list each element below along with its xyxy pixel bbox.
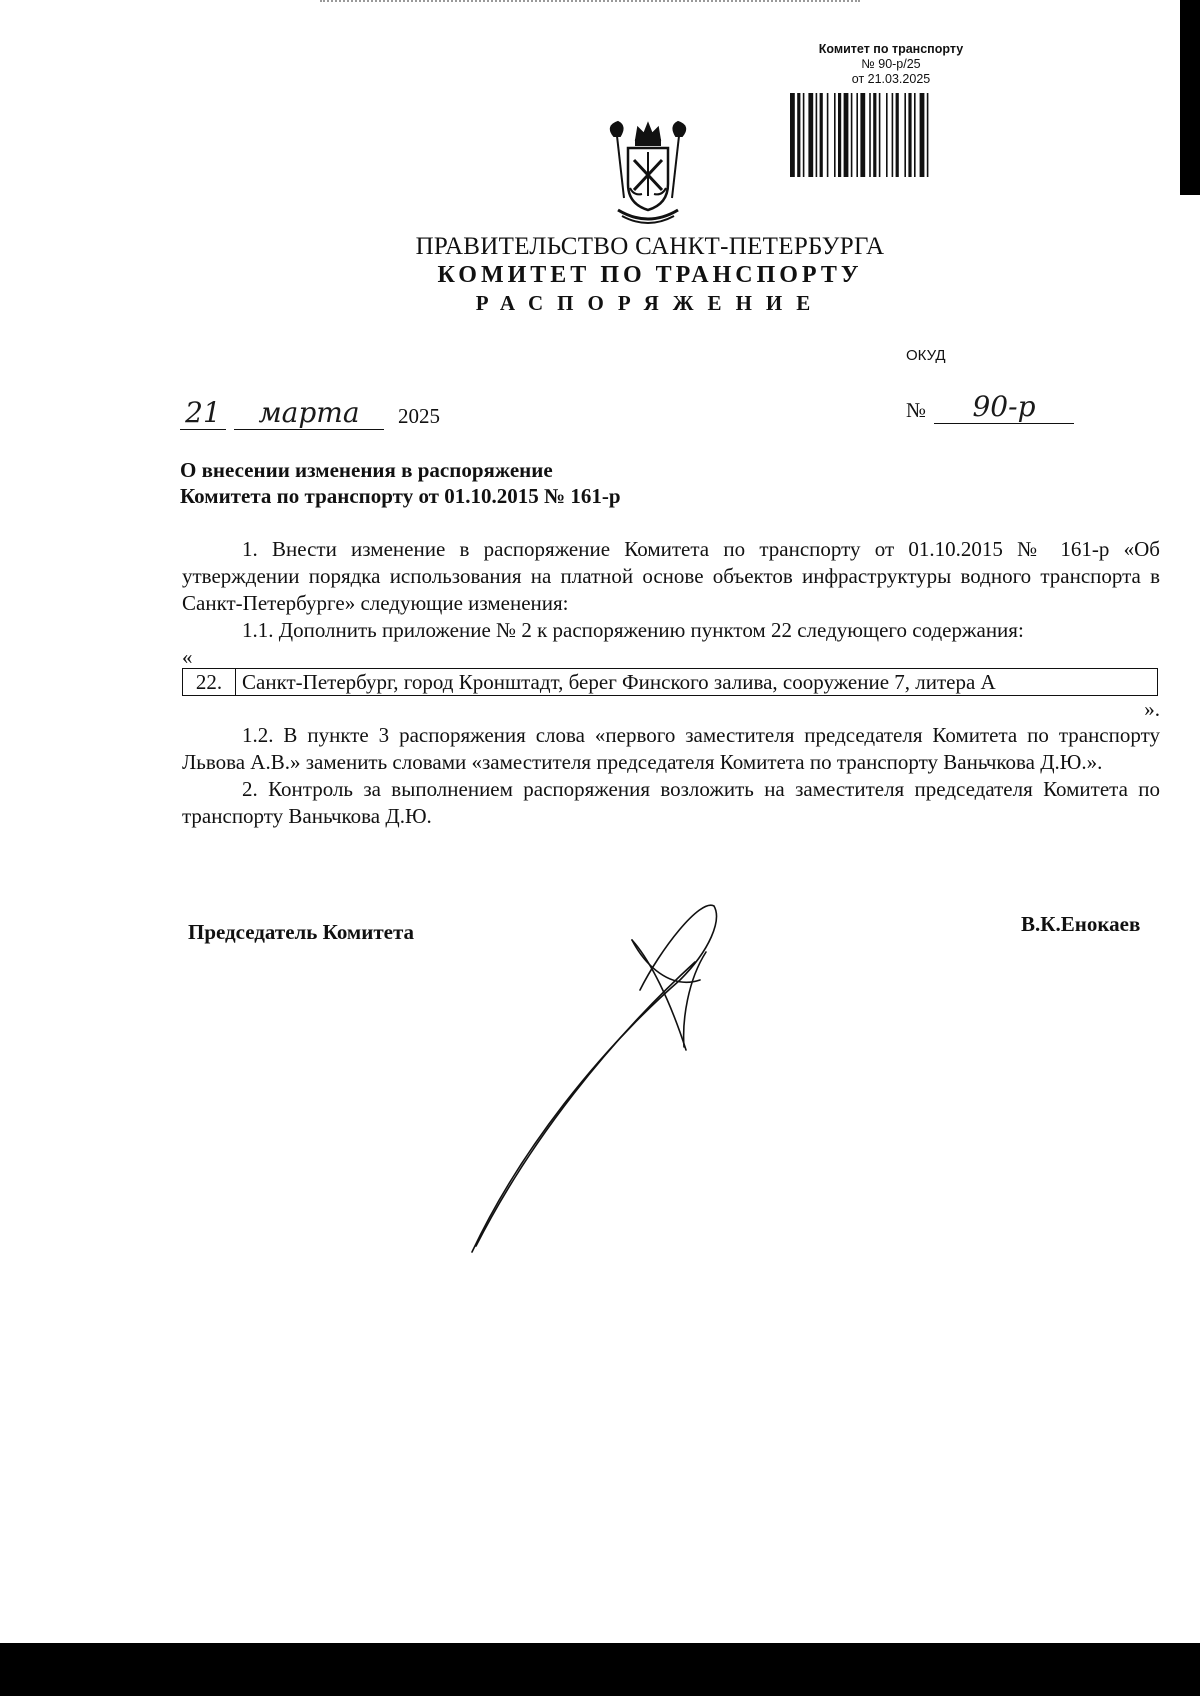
reg-stamp-org: Комитет по транспорту	[818, 42, 964, 56]
scan-edge-strip	[1180, 195, 1200, 1643]
barcode-bar	[892, 93, 894, 177]
barcode-bar	[844, 93, 849, 177]
committee-title: КОМИТЕТ ПО ТРАНСПОРТУ	[437, 262, 863, 288]
quote-open: «	[182, 645, 193, 669]
date-month: марта	[234, 396, 384, 430]
barcode-bar	[816, 93, 818, 177]
barcode-bar	[873, 93, 876, 177]
title-line-2: Комитета по транспорту от 01.10.2015 № 161-р	[180, 484, 621, 508]
registration-stamp	[786, 42, 996, 87]
date-day: 21	[180, 396, 226, 430]
barcode	[790, 93, 996, 177]
reg-stamp-date: от 21.03.2025	[851, 72, 931, 86]
barcode-bar	[860, 93, 865, 177]
barcode-bar	[879, 93, 881, 177]
reg-stamp-number: № 90-р/25	[861, 57, 921, 71]
barcode-bar	[803, 93, 805, 177]
barcode-bar	[908, 93, 911, 177]
barcode-bar	[790, 93, 795, 177]
okud-label: ОКУД	[906, 347, 946, 364]
barcode-bar	[820, 93, 823, 177]
quote-close: ».	[1144, 697, 1160, 721]
document-title	[180, 457, 621, 509]
barcode-bar	[886, 93, 888, 177]
coat-of-arms-emblem	[600, 118, 696, 226]
barcode-bar	[869, 93, 871, 177]
barcode-bar	[834, 93, 836, 177]
barcode-bar	[904, 93, 906, 177]
barcode-bar	[851, 93, 853, 177]
inserted-item-table	[182, 668, 1158, 696]
barcode-bar	[920, 93, 925, 177]
item-number-cell: 22.	[183, 669, 236, 696]
barcode-bar	[797, 93, 800, 177]
scan-edge-dots	[320, 0, 860, 5]
signer-position: Председатель Комитета	[188, 920, 415, 944]
number-value: 90-р	[934, 390, 1074, 424]
barcode-bar	[808, 93, 813, 177]
barcode-bar	[896, 93, 899, 177]
handwritten-signature	[460, 890, 790, 1260]
paragraph-1: 1. Внести изменение в распоряжение Комитета по транспорту от 01.10.2015 № 161-р «Об утверждении порядка использования на платной основе объектов инфраструктуры водного транспорта в Санкт-Петербурге» следующие изменения:	[182, 537, 1160, 615]
barcode-bar	[927, 93, 929, 177]
signer-name: В.К.Енокаев	[1021, 912, 1141, 936]
paragraph-1-1: 1.1. Дополнить приложение № 2 к распоряжению пунктом 22 следующего содержания:	[242, 618, 1024, 642]
document-type: РАСПОРЯЖЕНИЕ	[475, 291, 825, 315]
table-row	[183, 669, 1158, 696]
item-text-cell: Санкт-Петербург, город Кронштадт, берег Финского залива, сооружение 7, литера А	[236, 669, 1158, 696]
paragraph-1-2: 1.2. В пункте 3 распоряжения слова «первого заместителя председателя Комитета по транспорту Львова А.В.» заменить словами «заместителя председателя Комитета по транспорту Ваньчкова Д.Ю.».	[182, 723, 1160, 774]
government-title: ПРАВИТЕЛЬСТВО САНКТ-ПЕТЕРБУРГА	[415, 233, 885, 260]
number-sign: №	[906, 398, 927, 422]
barcode-bar	[856, 93, 858, 177]
barcode-bar	[914, 93, 916, 177]
paragraph-2: 2. Контроль за выполнением распоряжения возложить на заместителя председателя Комитета по транспорту Ваньчкова Д.Ю.	[182, 777, 1160, 828]
document-header	[400, 233, 900, 317]
date-year: 2025	[398, 404, 440, 428]
title-line-1: О внесении изменения в распоряжение	[180, 458, 553, 482]
barcode-bar	[827, 93, 829, 177]
document-body	[182, 536, 1160, 830]
barcode-bar	[838, 93, 841, 177]
